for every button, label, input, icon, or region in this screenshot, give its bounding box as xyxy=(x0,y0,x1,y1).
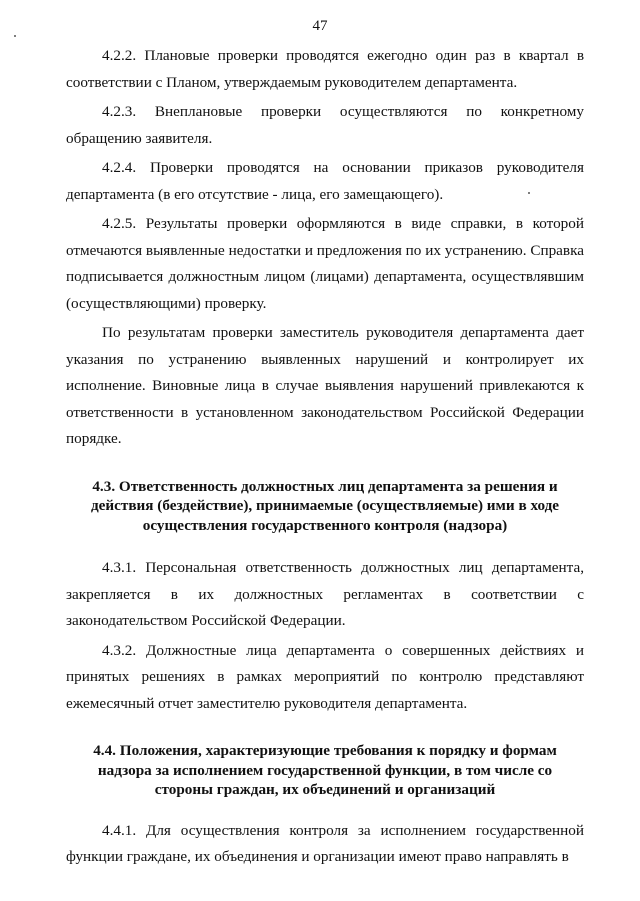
paragraph-4-2-2: 4.2.2. Плановые проверки проводятся ежегодно один раз в квартал в соответствии с Планом, утверждаемым руководителем департамента. xyxy=(66,47,584,91)
paragraph-inspection-results: По результатам проверки заместитель руководителя департамента дает указания по устранению выявленных нарушений и контролирует их исполнение. Виновные лица в случае выявления нарушений привлекаются к ответственности в установленном законодательством Российской Федерации порядке. xyxy=(66,324,584,447)
section-heading-4-4: 4.4. Положения, характеризующие требования к порядку и формам надзора за исполнением государственной функции, в том числе со стороны граждан, их объединений и организаций xyxy=(93,742,557,798)
section-heading-4-3: 4.3. Ответственность должностных лиц департамента за решения и действия (бездействие), принимаемые (осуществляемые) ими в ходе осуществления государственного контроля (надзора) xyxy=(90,477,560,534)
paragraph-4-2-5: 4.2.5. Результаты проверки оформляются в виде справки, в которой отмечаются выявленные недостатки и предложения по их устранению. Справка подписывается должностным лицом (лицами) департамента, осуществлявшим (осуществляющими) проверку. xyxy=(66,215,584,312)
scan-speck xyxy=(14,35,16,37)
paragraph-4-4-1: 4.4.1. Для осуществления контроля за исполнением государственной функции граждане, их объединения и организации имеют право направлять в xyxy=(66,821,584,865)
paragraph-4-3-1: 4.3.1. Персональная ответственность должностных лиц департамента, закрепляется в их должностных регламентах в соответствии с законодательством Российской Федерации. xyxy=(66,559,584,629)
paragraph-4-2-4: 4.2.4. Проверки проводятся на основании приказов руководителя департамента (в его отсутствие - лица, его замещающего). xyxy=(66,159,584,203)
scan-speck xyxy=(528,192,530,194)
paragraph-4-2-3: 4.2.3. Внеплановые проверки осуществляются по конкретному обращению заявителя. xyxy=(66,103,584,147)
paragraph-4-3-2: 4.3.2. Должностные лица департамента о совершенных действиях и принятых решениях в рамках мероприятий по контролю представляют ежемесячный отчет заместителю руководителя департамента. xyxy=(66,641,584,712)
page-number: 47 xyxy=(312,18,328,34)
document-body xyxy=(66,43,584,874)
